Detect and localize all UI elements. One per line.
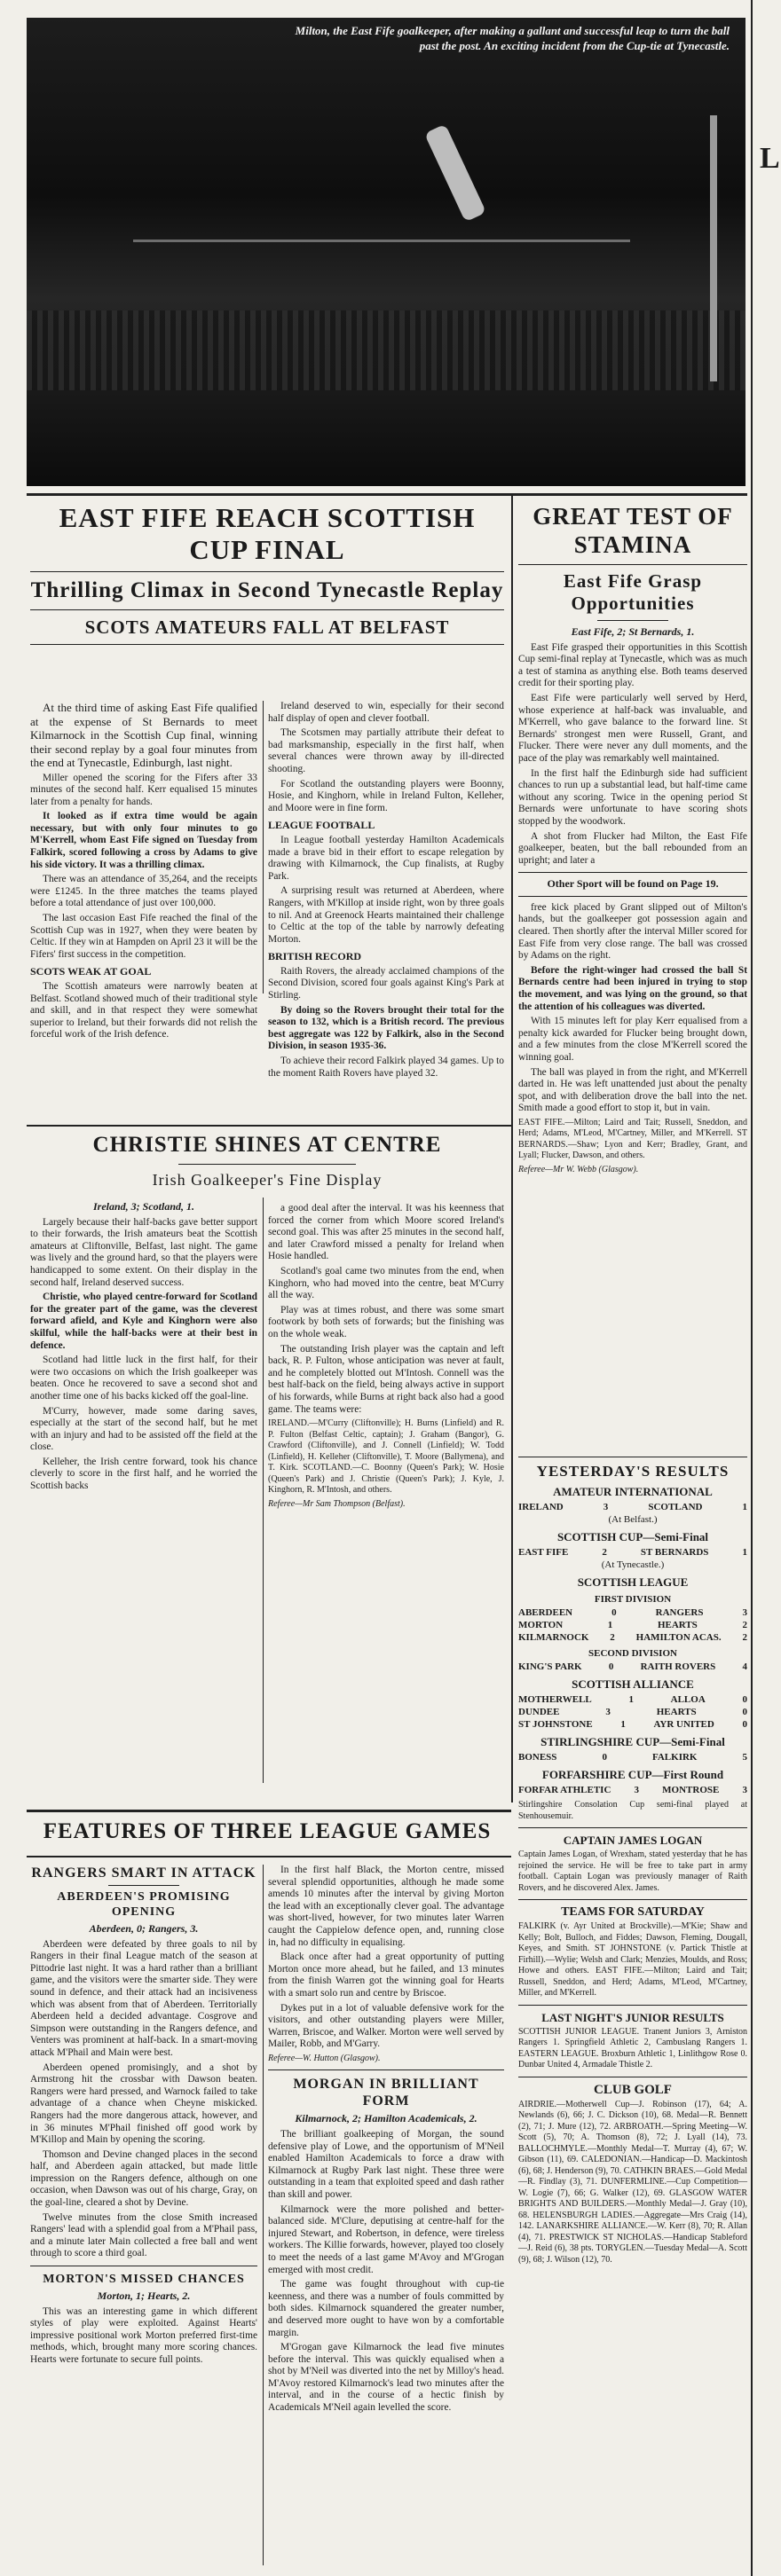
amateurs-c2p4: In League football yesterday Hamilton Academicals made a brave bid in their effort to escape relegation by drawing with Kilmarnock, the Cup finalists, at Rugby Park. [268, 834, 504, 882]
aberdeen-a1: Aberdeen were defeated by three goals to nil by Rangers in their final League match of the season at Pittodrie last night. It was a hard rather than a brilliant game, and the visitors were the smarter side. They were sound in defence, and their attack had an incisiveness which was absent from that of Aberdeen. Territorially Aberdeen held a decided advantage. Cosgrove and Simpson were outstanding in the Rangers defence, and Venters was prominent at half-back. In a smart-moving attack M'Phail and Main were best. [30, 1938, 257, 2058]
kilmarnock-k2: Kilmarnock were the more polished and better-balanced side. M'Clure, deputising at centre-half for the injured Stewart, and Robertson, in defence, were tireless workers. The Killie forwards, however, played too closely to meet the needs of a last game M'Avoy and M'Grogan emerged with most credit. [268, 2203, 504, 2275]
amateurs-c2p8: To achieve their record Falkirk played 34 games. Up to the moment Raith Rovers have played 32. [268, 1056, 504, 1079]
stamina-referee: Referee—Mr W. Webb (Glasgow). [518, 1164, 639, 1174]
rule-main-inner [263, 701, 264, 993]
morton-referee: Referee—W. Hutton (Glasgow). [268, 2053, 381, 2063]
christie-p2: Christie, who played centre-forward for Scotland for the greater part of the game, was the cleverest forward afield, and Kyle and Kinghorn were also skilful, while the half-backs were at their best in defence. [30, 1292, 257, 1351]
three-games-col1 [30, 1865, 257, 2369]
junior-heading: LAST NIGHT'S JUNIOR RESULTS [541, 2010, 724, 2024]
christie-col2 [268, 1203, 504, 1512]
christie-story-head [30, 1132, 504, 1190]
kilmarnock-score: Kilmarnock, 2; Hamilton Academicals, 2. [295, 2112, 477, 2125]
photo-background [27, 18, 746, 486]
stamina-q4: The ball was played in from the right, and M'Kerrell darted in. He was left unattended just about the penalty spot, and with deliberation drove the ball into the net. Smith made a good effort to stop it, but in vain. [518, 1066, 747, 1114]
stamina-q1: free kick placed by Grant slipped out of Milton's hands, but the goalkeeper got possession again and cleared. Then shortly after the interval Miller scored for East Fife from very close range. The ball was crossed by Adams on the right. [518, 901, 747, 962]
aberdeen-a3: Thomson and Devine changed places in the second half, and Aberdeen again attacked, but made little impression on the Rangers defence, although on one occasion, when Dawson was out of his charge, Gray, on the goal-line, cleared a shot by Devine. [30, 2148, 257, 2209]
kilmarnock-k3: The game was fought throughout with cup-tie keenness, and there was a number of fouls committed by both sides. Kilmarnock squandered the greater number, and deserved more ought to have won by a comfortable margin. [268, 2279, 504, 2338]
results-box [518, 1451, 747, 2266]
morton-score: Morton, 1; Hearts, 2. [97, 2289, 191, 2303]
christie-p4: M'Curry, however, made some daring saves, especially at the start of the second half, but he met with an injury and had to be assisted off the field at the close. [30, 1405, 257, 1453]
christie-subheadline: Irish Goalkeeper's Fine Display [152, 1171, 383, 1189]
stamina-story [518, 502, 747, 1178]
morgan-headline: MORGAN IN BRILLIANT FORM [293, 2077, 479, 2109]
golf-text: AIRDRIE.—Motherwell Cup—J. Robinson (17), 64; A. Newlands (6), 66; J. C. Dickson (10), 68. Medal—R. Bennett (2), 71; J. Mure (12), 72. ARBROATH.—Spring Meeting—W. Scott (5), 70; A. Thomson (8), 72; J. Lyall (14), 73. BALLOCHMYLE.—Monthly Medal—T. Murray (4), 67; W. Gibson (11), 69. CALEDONIAN.—Handicap—D. Mackintosh (6), 68; J. Henderson (9), 70. CATHKIN BRAES.—Gold Medal—R. Findlay (3), 71. DUNFERMLINE.—Cup Competition—W. Logie (7), 66; G. Walker (12), 69. GLASGOW WATER BRIGHTS AND BUILDERS.—Monthly Medal—J. Gray (10), 68. HELENSBURGH LADIES.—Aggregate—Mrs Craig (14), 142. LANARKSHIRE ALLIANCE.—W. Kerr (8), 70; R. Allan (4), 71. PRESTWICK ST NICHOLAS.—Handicap Stableford—J. Reid (6), 38 pts. TORYGLEN.—Tuesday Medal—A. Scott (9), 68; J. Wilson (12), 70. [518, 2099, 747, 2265]
captain-text: Captain James Logan, of Wrexham, stated yesterday that he has rejoined the service. He will be free to take part in army football. Captain Logan was previously manager of Raith Rovers, and he discovered Alex. James. [518, 1850, 747, 1893]
scots-weak-heading: SCOTS WEAK AT GOAL [30, 965, 152, 978]
christie-c2p2: Scotland's goal came two minutes from the end, when Kinghorn, who had moved into the centre, beat M'Curry all the way. [268, 1265, 504, 1301]
main-story-col2 [268, 701, 504, 1082]
christie-col1 [30, 1198, 257, 1496]
goal-post [710, 115, 717, 381]
three-games-head [30, 1818, 504, 1845]
results-headline: YESTERDAY'S RESULTS [536, 1463, 730, 1480]
league-football-heading: LEAGUE FOOTBALL [268, 819, 375, 832]
main-p1: At the third time of asking East Fife qualified at the expense of St Bernards to meet Kilmarnock in the Scottish Cup final, winning their second replay by a goal four minutes from the end at Tynecastle, Edinburgh, last night. [30, 701, 257, 769]
second-div-heading: SECOND DIVISION [588, 1648, 677, 1659]
christie-p1: Largely because their half-backs gave better support to their forwards, the Irish amateurs beat the Scottish amateurs at Cliftonville, Belfast, last night. The game was lively and the ground hard, so that the players were handicapped to some extent. On their display in the second half, Ireland deserved success. [30, 1216, 257, 1288]
rule-christie [27, 1125, 511, 1127]
rule-top [27, 493, 747, 496]
stamina-subheadline: East Fife Grasp Opportunities [563, 570, 703, 614]
cup-heading: SCOTTISH CUP—Semi-Final [556, 1530, 709, 1543]
result-row: DUNDEE 3 HEARTS 0 [518, 1707, 747, 1717]
amateurs-c2p3: For Scotland the outstanding players were Boonny, Hosie, and Kinghorn, while in Ireland Fulton, Kelleher, and Moore were in fine form. [268, 778, 504, 813]
stamina-p3: In the first half the Edinburgh side had sufficient chances to run up a substantial lead, but half-time came without any scoring. Twice in the opening period St Bernards were unfortunate to have scoring shots stopped by the woodwork. [518, 767, 747, 827]
christie-teams: IRELAND.—M'Curry (Cliftonville); H. Burns (Linfield) and R. P. Fulton (Belfast Celtic, captain); J. Graham (Bangor), G. Crawford (Cliftonville), and J. Connell (Linfield); W. Todd (Linfield), H. Kelleher (Cliftonville), T. Moore (Ballymena), and T. Kirk. SCOTLAND.—C. Boonny (Queen's Park); W. Hosie (Queen's Park) and J. Christie (Queen's Park); J. Kyle, J. Kinghorn, R. M'Intosh, and others. [268, 1418, 504, 1496]
christie-referee: Referee—Mr Sam Thompson (Belfast). [268, 1498, 406, 1509]
forfar-heading: FORFARSHIRE CUP—First Round [541, 1768, 724, 1781]
main-subheadline: Thrilling Climax in Second Tynecastle Replay [30, 578, 504, 602]
morton-m1: This was an interesting game in which different styles of play were exploited. Against Hearts' impressive positional work Morton preferred first-time methods, which, brought many more scoring chances. Hearts were fortunate to secure full points. [30, 2305, 257, 2365]
result-row: EAST FIFE 2 ST BERNARDS 1 [518, 1547, 747, 1558]
result-row: FORFAR ATHLETIC 3 MONTROSE 3 [518, 1785, 747, 1795]
aberdeen-score: Aberdeen, 0; Rangers, 3. [89, 1922, 199, 1935]
aberdeen-headline: ABERDEEN'S PROMISING OPENING [57, 1890, 231, 1919]
rule-three-games [27, 1856, 511, 1857]
morton-c2p3: Dykes put in a lot of valuable defensive work for the visitors, and other outstanding players were Miller, Warren, Briscoe, and Walker. Morton were well served by Mailer, Robb, and M'Garry. [268, 2002, 504, 2050]
stamina-body [518, 626, 747, 1175]
rule-three-games-inner [263, 1865, 264, 2565]
amateur-heading: AMATEUR INTERNATIONAL [553, 1485, 713, 1498]
stirling-heading: STIRLINGSHIRE CUP—Semi-Final [540, 1735, 725, 1748]
result-row: MORTON 1 HEARTS 2 [518, 1620, 747, 1630]
photo-crowd [27, 310, 746, 390]
captain-heading: CAPTAIN JAMES LOGAN [563, 1834, 703, 1847]
saturday-heading: TEAMS FOR SATURDAY [561, 1905, 705, 1919]
three-games-headline: FEATURES OF THREE LEAGUE GAMES [43, 1819, 492, 1843]
result-row: IRELAND 3 SCOTLAND 1 [518, 1502, 747, 1512]
rangers-headline: RANGERS SMART IN ATTACK [31, 1865, 256, 1881]
main-p3: It looked as if extra time would be again necessary, but with only four minutes to go M'Kerrell, whom East Fife signed on Tuesday from Falkirk, scored following a cross by Adams to give his side victory. It was a thrilling climax. [30, 811, 257, 870]
match-photo [27, 18, 746, 486]
main-p2: Miller opened the scoring for the Fifers after 33 minutes of the second half. Kerr equalised 15 minutes later from a penalty for hands. [30, 772, 257, 807]
kilmarnock-k1: The brilliant goalkeeping of Morgan, the sound defensive play of Lowe, and the opportunism of M'Neil enabled Hamilton Academicals to force a draw with Kilmarnock at Rugby Park last night. These three were outstanding in a team that exploited speed and dash rather than skill and power. [268, 2129, 504, 2200]
cup-venue: (At Tynecastle.) [601, 1559, 665, 1570]
saturday-text: FALKIRK (v. Ayr United at Brockville).—M'Kie; Shaw and Kelly; Bolt, Bulloch, and Fiddes; Dawson, Fleming, Dougall, Keyes, and Smith. ST JOHNSTONE (v. Partick Thistle at Firhill).—Wylie; Welsh and Clark; Menzies, Moulds, and Ross; Howe and others. EAST FIFE.—Milton; Laird and Tait; Russell, Sneddon, and Herd; Adams, M'Leod, M'Cartney, Miller, and M'Kerrell. [518, 1921, 747, 1998]
result-row: ST JOHNSTONE 1 AYR UNITED 0 [518, 1719, 747, 1730]
amateurs-s1: The Scottish amateurs were narrowly beaten at Belfast. Scotland showed much of their traditional style and skill, and in that respect they were somewhat superior to Ireland, but their forwards did not relish the forceful work of the Irish defence. [30, 981, 257, 1041]
result-row: BONESS 0 FALKIRK 5 [518, 1752, 747, 1763]
christie-c2p1: a good deal after the interval. It was his keenness that forced the corner from which Moore scored Ireland's second goal. This was after 25 minutes in the second half, and later Crawford missed a penalty for Ireland when Hosie handled. [268, 1203, 504, 1262]
amateurs-c2p5: A surprising result was returned at Aberdeen, where Rangers, with M'Killop at inside right, won by three goals to nil. And at Greenock Hearts maintained their challenge to Celtic at the top of the table by narrowly defeating Morton. [268, 885, 504, 945]
main-story-col1 [30, 701, 257, 1044]
stamina-teams: EAST FIFE.—Milton; Laird and Tait; Russell, Sneddon, and Herd; Adams, M'Leod, M'Cartney, Miller, and M'Kerrell. ST BERNARDS.—Shaw; Lyon and Kerr; Bradley, Grant, and Lyall; Flucker, Dawson, and others. [518, 1117, 747, 1161]
christie-c2p4: The outstanding Irish player was the captain and left back, R. P. Fulton, whose anticipation was never at fault, and he completely blotted out M'Intosh. Connell was the best half-back on the field, being always active in support of his forwards, while Burns at right back also had a good game. The teams were: [268, 1343, 504, 1415]
result-row: MOTHERWELL 1 ALLOA 0 [518, 1694, 747, 1705]
stamina-q3: With 15 minutes left for play Kerr equalised from a penalty kick awarded for Flucker being brought down, and a few minutes from the close M'Kerrell scored the winning goal. [518, 1016, 747, 1063]
stamina-p2: East Fife were particularly well served by Herd, whose experience at half-back was invaluable, and M'Kerrell, who gave balance to the forward line. St Bernards' strongest men were Russell, Grant, and Flucker. There were never any dull moments, and the pace of the play was remarkably well maintained. [518, 692, 747, 764]
rule-league-games [27, 1810, 511, 1812]
stamina-p4: A shot from Flucker had Milton, the East Fife goalkeeper, beaten, but the ball rebounded from an upright; and later a [518, 830, 747, 866]
stamina-q2: Before the right-winger had crossed the ball St Bernards centre had been injured in trying to stop the movement, and was lying on the ground, so that the attention of his colleagues was diverted. [518, 964, 747, 1012]
amateurs-headline: SCOTS AMATEURS FALL AT BELFAST [84, 617, 450, 638]
morton-headline: MORTON'S MISSED CHANCES [43, 2273, 245, 2287]
amateurs-c2p7: By doing so the Rovers brought their total for the season to 132, which is a British record. The previous best aggregate was 122 by Falkirk, also in the Second Division, in season 1935-36. [268, 1004, 504, 1052]
result-row: KING'S PARK 0 RAITH ROVERS 4 [518, 1661, 747, 1672]
junior-text: SCOTTISH JUNIOR LEAGUE. Tranent Juniors 3, Arniston Rangers 1. Springfield Athletic 2, Cambuslang Rangers 1. EASTERN LEAGUE. Broxburn Athletic 1, Linlithgow Rose 0. Dunbar United 4, Armadale Thistle 2. [518, 2026, 747, 2069]
amateurs-c2p2: The Scotsmen may partially attribute their defeat to bad marksmanship, especially in the first half, when several chances were thrown away by ill-directed shooting. [268, 727, 504, 774]
christie-p5: Kelleher, the Irish centre forward, took his chance cleverly to score in the first half, and he worried the Scottish backs [30, 1456, 257, 1492]
other-sport-note: Other Sport will be found on Page 19. [547, 877, 719, 891]
christie-p3: Scotland had little luck in the first half, for their were two occasions on which the Irish goalkeeper was beaten. Once he recovered to save a second shot and another time one of his backs kicked off the goal-line. [30, 1355, 257, 1402]
kilmarnock-k4: M'Grogan gave Kilmarnock the lead five minutes before the interval. This was quickly equalised when a shot by M'Neil was diverted into the net by Milloy's head. M'Avoy restored Kilmarnock's lead two minutes after the interval, and in the course of a hectic finish by Academicals M'Neil again levelled the score. [268, 2342, 504, 2414]
amateurs-c2p1: Ireland deserved to win, especially for their second half display of open and clever football. [268, 701, 504, 724]
christie-score: Ireland, 3; Scotland, 1. [92, 1200, 194, 1213]
adjacent-headline-letter: L [760, 142, 780, 175]
league-heading: SCOTTISH LEAGUE [577, 1575, 689, 1589]
goal-crossbar [133, 240, 630, 242]
alliance-heading: SCOTTISH ALLIANCE [572, 1677, 694, 1691]
morton-c2p2: Black once after had a great opportunity of putting Morton once more ahead, but he failed, and 13 minutes from the finish Warren got the winning goal for Hearts with a smart solo run and centre by Briscoe. [268, 1952, 504, 1999]
amateurs-c2p6: Raith Rovers, the already acclaimed champions of the Second Division, scored four goals against King's Park at Stirling. [268, 965, 504, 1001]
rule-christie-inner [263, 1198, 264, 1783]
aberdeen-a2: Aberdeen opened promisingly, and a shot by Armstrong hit the crossbar with Dawson beaten. Rangers were hard pressed, and Warnock failed to take advantage of a chance when Cheyne miskicked. Rangers had the more dangerous attack, however, and in 36 minutes M'Phail finished off good work by M'Killop and Main by opening the scoring. [30, 2062, 257, 2146]
stamina-headline: GREAT TEST OF STAMINA [532, 503, 733, 558]
christie-c2p3: Play was at times robust, and there was some smart footwork by both sets of forwards; but the finishing was on the whole weak. [268, 1304, 504, 1339]
rule-between-columns [511, 495, 513, 1802]
main-headline: EAST FIFE REACH SCOTTISH CUP FINAL [59, 502, 476, 565]
adjacent-column [751, 0, 781, 2576]
stamina-p1: East Fife grasped their opportunities in this Scottish Cup semi-final replay at Tynecastle, which was as much a test of stamina as anything else. Both teams deserved credit for their sporting play. [518, 641, 747, 689]
stamina-score: East Fife, 2; St Bernards, 1. [571, 625, 695, 638]
amateur-venue: (At Belfast.) [608, 1514, 658, 1525]
main-p4: There was an attendance of 35,264, and the receipts were £1245. In the three matches the teams played before a total attendance of just over 100,000. [30, 874, 257, 909]
first-div-heading: FIRST DIVISION [594, 1594, 672, 1605]
main-p5: The last occasion East Fife reached the final of the Scottish Cup was in 1927, when they were beaten by Celtic. If they win at Hampden on April 23 it will be the Fifers' first success in the competition. [30, 913, 257, 960]
results-note: Stirlingshire Consolation Cup semi-final played at Stenhousemuir. [518, 1800, 747, 1821]
aberdeen-a4: Twelve minutes from the close Smith increased Rangers' lead with a splendid goal from a M'Phail pass, and a minute later Main collected a free ball and went through to score a third goal. [30, 2211, 257, 2259]
british-record-heading: BRITISH RECORD [268, 950, 362, 963]
three-games-col2 [268, 1865, 504, 2417]
main-story [30, 502, 504, 650]
christie-headline: CHRISTIE SHINES AT CENTRE [92, 1133, 442, 1157]
photo-caption: Milton, the East Fife goalkeeper, after making a gallant and successful leap to turn the ball past the post. An exciting incident from the Cup-tie at Tynecastle. [295, 24, 730, 52]
result-row: KILMARNOCK 2 HAMILTON ACAS. 2 [518, 1632, 747, 1643]
result-row: ABERDEEN 0 RANGERS 3 [518, 1607, 747, 1618]
golf-heading: CLUB GOLF [594, 2082, 672, 2097]
morton-c2p1: In the first half Black, the Morton centre, missed several splendid opportunities, although he made some amends 10 minutes after the interval by giving Morton the lead with an exceptionally clever goal. The advantage was short-lived, however, for two minutes later Warren caught the Cappielow defence open, and, running close in, had no difficulty in equalising. [268, 1865, 504, 1948]
